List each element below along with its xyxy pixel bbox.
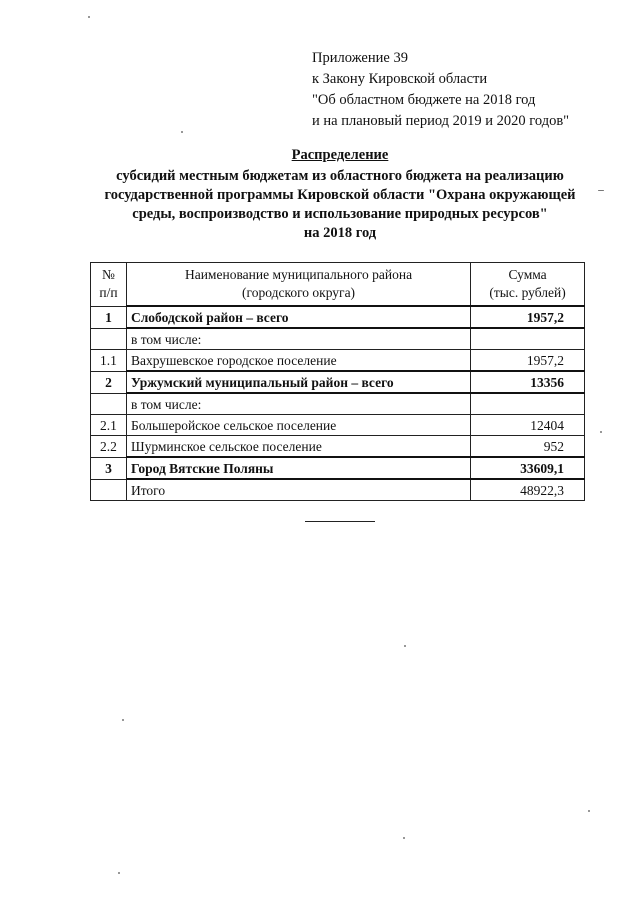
table-row-total [91, 479, 585, 501]
row-sum: 952 [471, 436, 585, 458]
table-header-row [91, 263, 585, 307]
header-number-line-2: п/п [99, 285, 118, 301]
row-name: Большеройское сельское поселение [126, 415, 470, 436]
scan-speck [403, 837, 405, 839]
row-name: Слободской район – всего [126, 306, 470, 328]
scan-speck [598, 190, 604, 191]
appendix-line-4: и на плановый период 2019 и 2020 годов" [312, 113, 570, 129]
row-number: 2.2 [91, 436, 127, 458]
heading-line-3: среды, воспроизводство и использование природных ресурсов" [132, 206, 548, 222]
row-sum: 48922,3 [471, 479, 585, 501]
row-number [91, 479, 127, 501]
row-name: в том числе: [126, 328, 470, 350]
row-number: 3 [91, 457, 127, 479]
header-number-line-1: № [102, 267, 115, 283]
table-row [91, 393, 585, 415]
heading-line-2: государственной программы Кировской области "Охрана окружающей [104, 187, 576, 203]
appendix-line-1: Приложение 39 [312, 50, 408, 66]
header-number [91, 263, 127, 307]
scan-speck [181, 131, 183, 133]
row-sum [471, 328, 585, 350]
table-row [91, 436, 585, 458]
document-title: Распределение [291, 147, 389, 163]
table-row [91, 457, 585, 479]
table-row [91, 306, 585, 328]
heading-line-1: субсидий местным бюджетам из областного бюджета на реализацию [116, 168, 564, 184]
header-name-line-2: (городского округа) [242, 285, 356, 300]
row-sum: 1957,2 [471, 350, 585, 372]
header-sum-line-2: (тыс. рублей) [489, 285, 566, 300]
header-sum [471, 263, 585, 307]
header-name-line-1: Наименование муниципального района [184, 267, 413, 282]
scan-speck [600, 431, 602, 433]
scan-speck [404, 645, 406, 647]
appendix-block [312, 48, 622, 132]
row-sum: 1957,2 [471, 306, 585, 328]
table-row [91, 415, 585, 436]
row-sum [471, 393, 585, 415]
row-number: 2.1 [91, 415, 127, 436]
scan-speck [118, 872, 120, 874]
table-row [91, 350, 585, 372]
row-sum: 33609,1 [471, 457, 585, 479]
scan-speck [88, 16, 90, 18]
row-name: Город Вятские Поляны [126, 457, 470, 479]
heading-line-4: на 2018 год [303, 225, 377, 241]
row-sum: 13356 [471, 371, 585, 393]
row-name: в том числе: [126, 393, 470, 415]
row-name: Вахрушевское городское поселение [126, 350, 470, 372]
row-number [91, 328, 127, 350]
row-sum: 12404 [471, 415, 585, 436]
row-number: 1 [91, 306, 127, 328]
row-name: Шурминское сельское поселение [126, 436, 470, 458]
row-number: 1.1 [91, 350, 127, 372]
end-divider [305, 521, 375, 522]
document-heading [80, 146, 600, 243]
appendix-line-2: к Закону Кировской области [312, 71, 488, 87]
table-row [91, 328, 585, 350]
row-number: 2 [91, 371, 127, 393]
header-name [126, 263, 470, 307]
table-row [91, 371, 585, 393]
header-sum-line-1: Сумма [508, 267, 547, 282]
row-number [91, 393, 127, 415]
scan-speck [122, 719, 124, 721]
row-name: Итого [126, 479, 470, 501]
appendix-line-3: "Об областном бюджете на 2018 год [312, 92, 536, 108]
row-name: Уржумский муниципальный район – всего [126, 371, 470, 393]
scan-speck [588, 810, 590, 812]
distribution-table [90, 262, 585, 501]
